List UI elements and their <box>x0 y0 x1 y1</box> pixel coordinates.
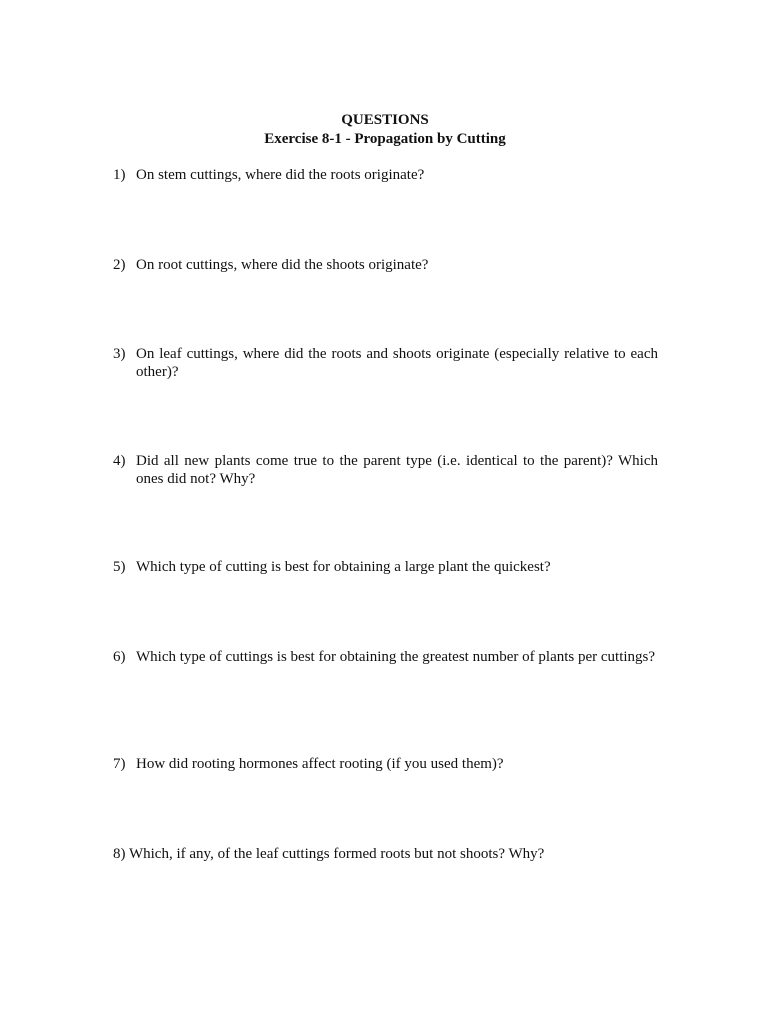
question-text: On stem cuttings, where did the roots originate? <box>136 167 425 183</box>
question-6 <box>113 648 658 666</box>
question-text: Did all new plants come true to the parent type (i.e. identical to the parent)? Which ones did not? Why? <box>136 453 658 487</box>
question-text: Which type of cutting is best for obtaining a large plant the quickest? <box>136 559 551 575</box>
question-number: 7) <box>113 756 126 772</box>
question-7 <box>113 755 658 773</box>
question-text: Which, if any, of the leaf cuttings formed roots but not shoots? Why? <box>128 846 545 862</box>
question-number: 5) <box>113 559 126 575</box>
question-3 <box>113 345 658 381</box>
question-2 <box>113 256 658 274</box>
page-title: QUESTIONS <box>341 112 429 128</box>
question-number: 2) <box>113 257 126 273</box>
question-text: On leaf cuttings, where did the roots and shoots originate (especially relative to each other)? <box>136 346 658 380</box>
question-text: On root cuttings, where did the shoots originate? <box>136 257 429 273</box>
question-1 <box>113 166 658 184</box>
question-number: 1) <box>113 167 126 183</box>
question-4 <box>113 452 658 488</box>
exercise-subtitle: Exercise 8-1 - Propagation by Cutting <box>264 131 506 147</box>
question-number: 4) <box>113 453 126 469</box>
question-number: 3) <box>113 346 126 362</box>
question-number: 6) <box>113 649 126 665</box>
question-number: 8) <box>113 846 129 862</box>
question-8 <box>113 845 658 863</box>
question-text: Which type of cuttings is best for obtaining the greatest number of plants per cuttings? <box>136 649 656 665</box>
question-text: How did rooting hormones affect rooting (if you used them)? <box>136 756 504 772</box>
question-5 <box>113 558 658 576</box>
